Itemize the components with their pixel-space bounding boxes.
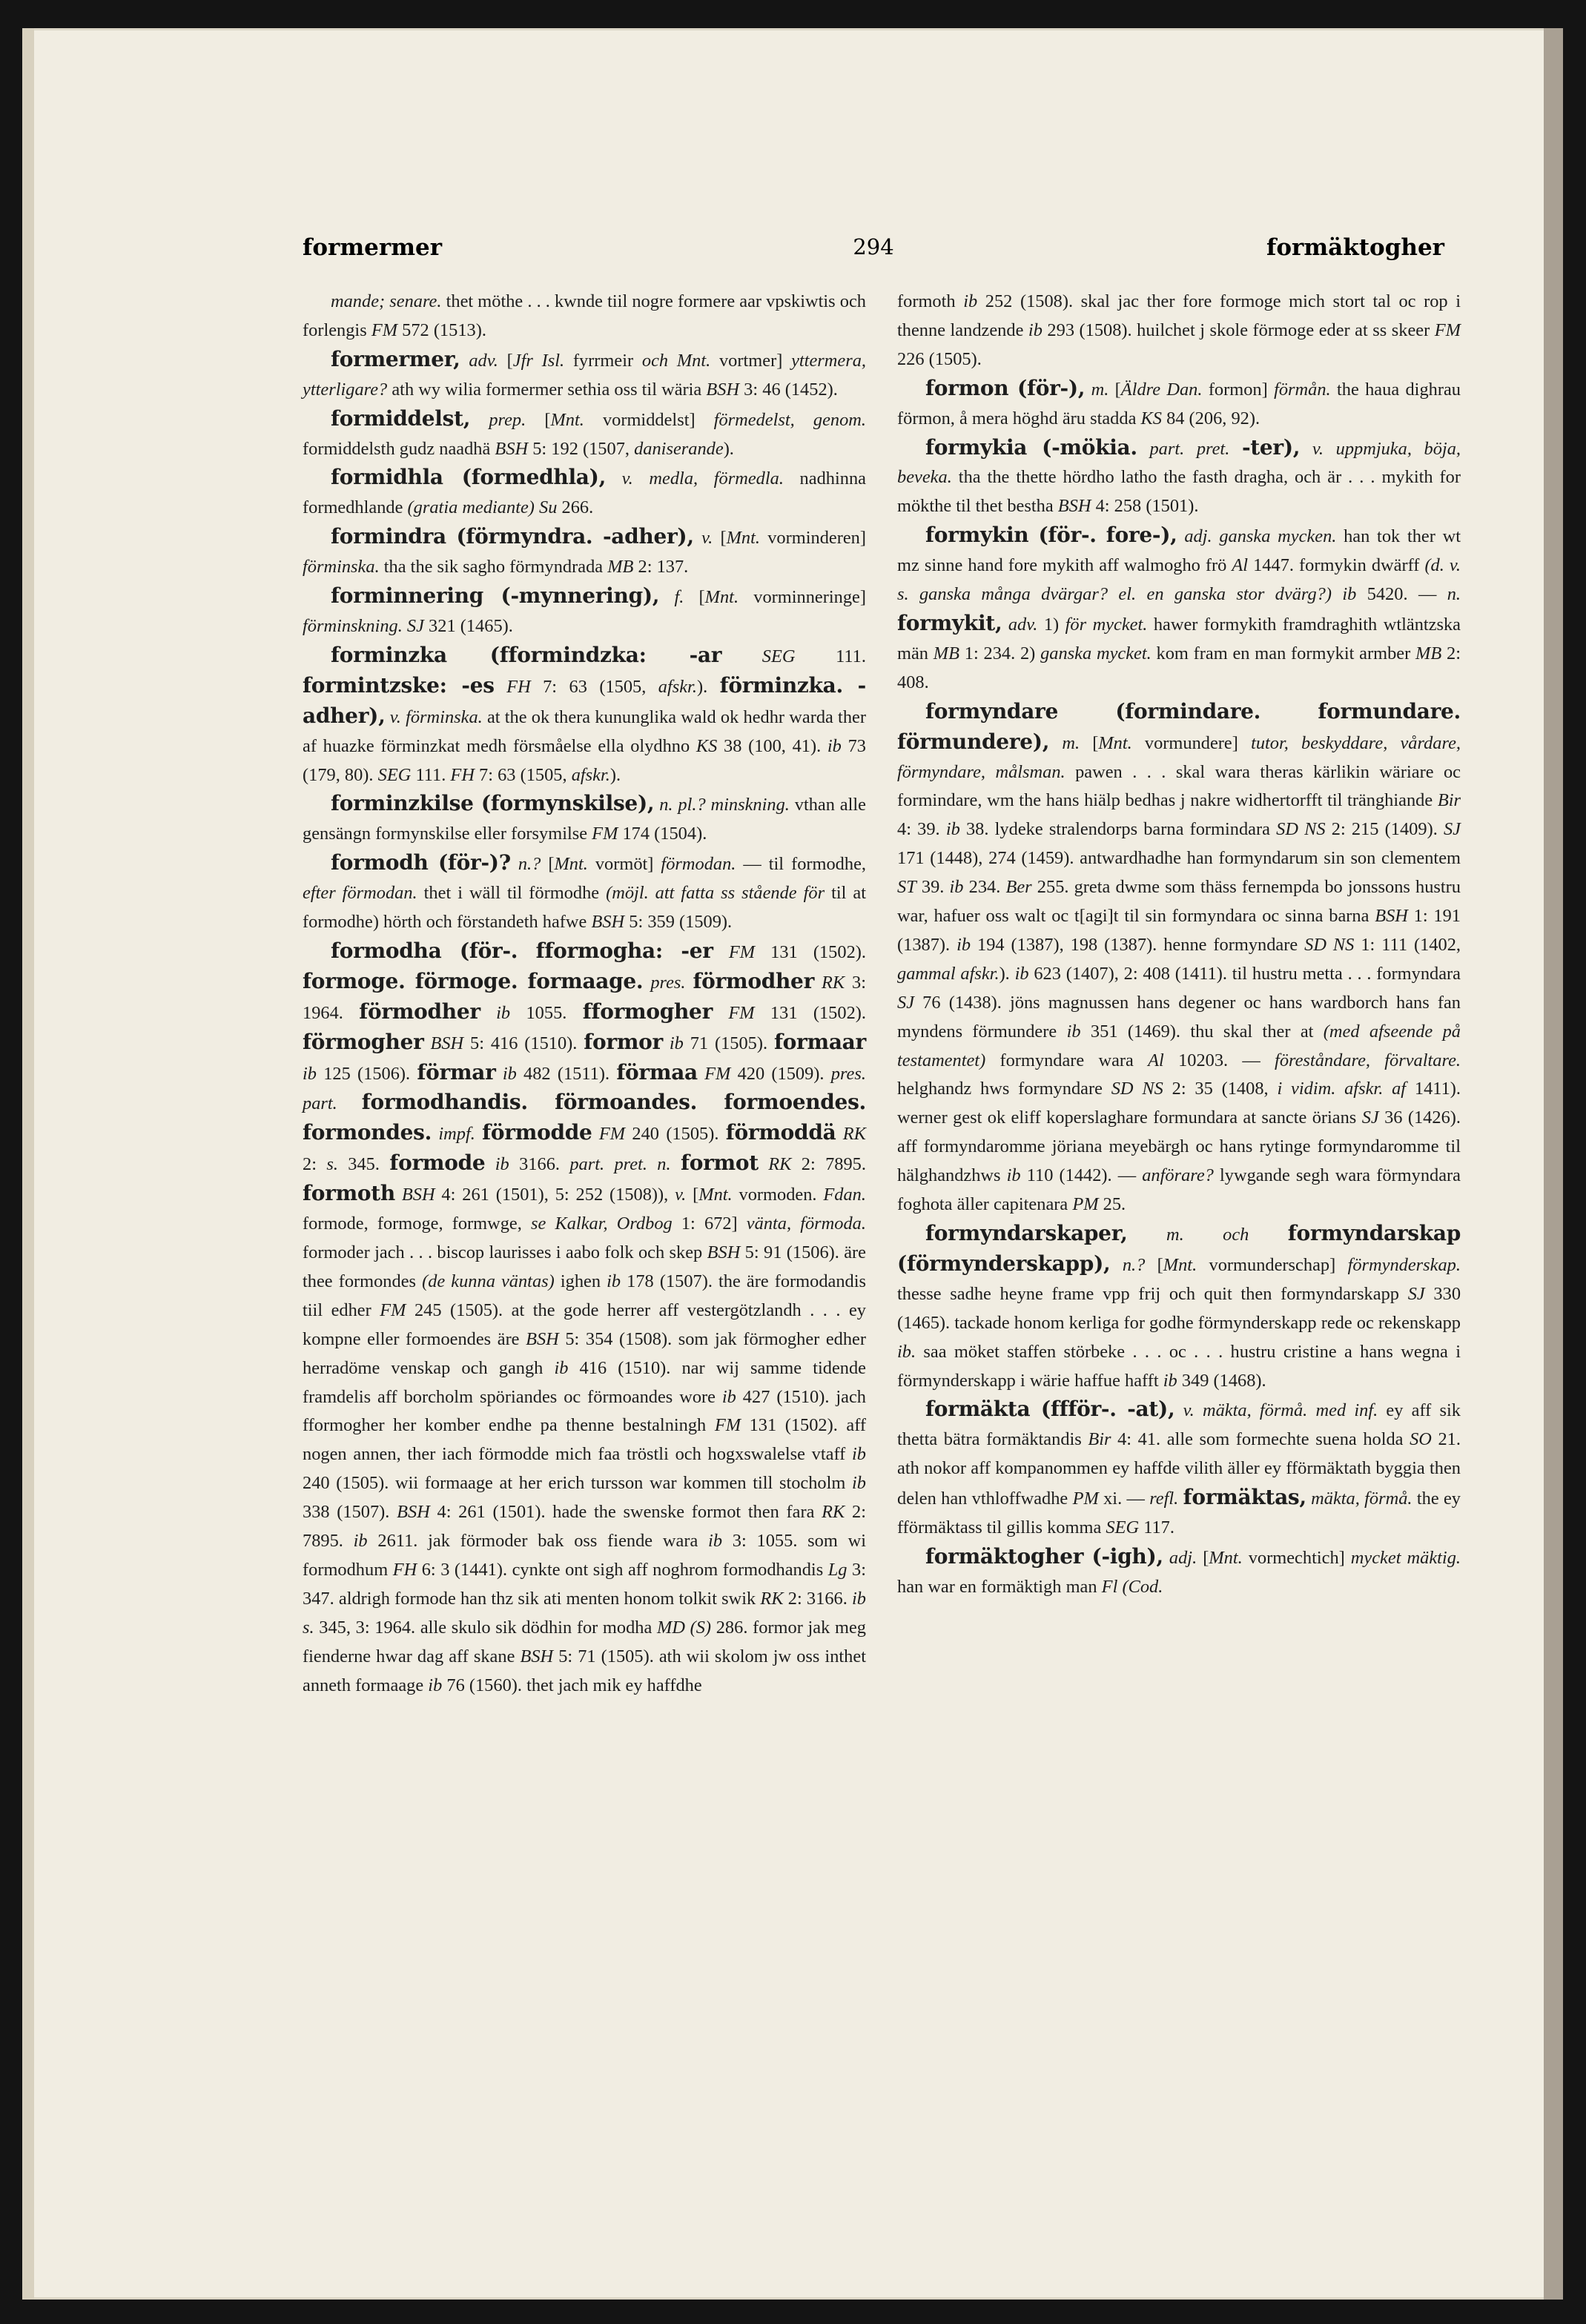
header-left-word: formermer bbox=[303, 234, 443, 261]
dictionary-entry: formäkta (ffför-. -at), v. mäkta, förmå. med inf. ey aff sik thetta bätra formäktandis Bir 4: 41. alle som formechte suena holda SO 21. ath nokor aff kompanommen ey haffde vilith äller ey fförmäktath byggia then delen han vthloffwadhe PM xi. — refl. formäktas, mäkta, förmå. the ey fförmäktass til gillis komma SEG 117. bbox=[897, 1397, 1461, 1538]
dictionary-entry: formykia (-mökia. part. pret. -ter), v. uppmjuka, böja, beveka. tha the thette hördho latho the fasth dragha, och är . . . mykith for mökthe til thet bestha BSH 4: 258 (1501). bbox=[897, 434, 1461, 517]
page-number: 294 bbox=[853, 234, 894, 259]
dictionary-entry: formidhla (formedhla), v. medla, förmedla. nadhinna formedhlande (gratia mediante) Su 266. bbox=[303, 465, 866, 518]
dictionary-entry: formermer, adv. [Jfr Isl. fyrrmeir och Mnt. vortmer] yttermera, ytterligare? ath wy wilia formermer sethia oss til wäria BSH 3: 46 (1452). bbox=[303, 346, 866, 400]
page-edge-tab bbox=[1544, 28, 1563, 2300]
dictionary-entry: formon (för-), m. [Äldre Dan. formon] förmån. the haua dighrau förmon, å mera höghd äru stadda KS 84 (206, 92). bbox=[897, 375, 1461, 428]
dictionary-entry: formykin (för-. fore-), adj. ganska mycken. han tok ther wt mz sinne hand fore mykith aff walmogho frö Al 1447. formykin dwärff (d. v. s. ganska många dvärgar? el. en ganska stor dvärg?) ib 5420. — n. formykit, adv. 1) för mycket. hawer formykith framdraghith wtläntzska män MB 1: 234. 2) ganska mycket. kom fram en man formykit armber MB 2: 408. bbox=[897, 523, 1461, 692]
dictionary-entry: formyndare (formindare. formundare. förmundere), m. [Mnt. vormundere] tutor, beskyddare, vårdare, förmyndare, målsman. pawen . . . skal wara theras kärlikin wäriare oc formindare, wm the hans hiälp bedhas j nakre widhertorfft til tränghiande Bir 4: 39. ib 38. lydeke stralendorps barna formindara SD NS 2: 215 (1409). SJ 171 (1448), 274 (1459). antwardhadhe han formyndarum sin son clementem ST 39. ib 234. Ber 255. greta dwme som thäss fernempda bo jonssons hustru war, hafuer oss walt oc t[agi]t til sin formyndara oc sinna barna BSH 1: 191 (1387). ib 194 (1387), 198 (1387). henne formyndare SD NS 1: 111 (1402, gammal afskr.). ib 623 (1407), 2: 408 (1411). til hustru metta . . . formyndara SJ 76 (1438). jöns magnussen hans degener oc hans wardborch hans fan myndens förmundere ib 351 (1469). thu skal ther at (med afseende på testamentet) formyndare wara Al 10203. — föreståndare, förvaltare. helghandz hws formyndare SD NS 2: 35 (1408, i vidim. afskr. af 1411). werner gest ok eliff koperslaghare formundara at sancte örians SJ 36 (1426). aff formyndaromme jöriana meyebärgh oc hans rytinge formyndaromme til hälghandzhws ib 110 (1442). — anförare? lywgande segh wara förmyndara foghota äller capitenara PM 25. bbox=[897, 698, 1461, 1215]
dictionary-entry: formodh (för-)? n.? [Mnt. vormöt] förmodan. — til formodhe, efter förmodan. thet i wäll til förmodhe (möjl. att fatta ss stående för til at formodhe) hörth och förstandeth hafwe BSH 5: 359 (1509). bbox=[303, 850, 866, 933]
dictionary-entry: forminzka (fformindzka: -ar SEG 111. formintzske: -es FH 7: 63 (1505, afskr.). förminzka. -adher), v. förminska. at the ok thera kununglika wald ok hedhr warda ther af huazke förminzkat medh försmåelse ella olydhno KS 38 (100, 41). ib 73 (179, 80). SEG 111. FH 7: 63 (1505, afskr.). bbox=[303, 642, 866, 785]
page-header bbox=[303, 234, 1444, 271]
right-column bbox=[897, 288, 1461, 1602]
dictionary-entry: forminzkilse (formynskilse), n. pl.? minskning. vthan alle gensängn formynskilse eller forsymilse FM 174 (1504). bbox=[303, 791, 867, 844]
dictionary-entry: formiddelst, prep. [Mnt. vormiddelst] förmedelst, genom. formiddelsth gudz naadhä BSH 5: 192 (1507, daniserande). bbox=[303, 405, 866, 459]
dictionary-page bbox=[22, 28, 1563, 2300]
left-column bbox=[303, 288, 866, 1701]
dictionary-entry: formodha (för-. fformogha: -er FM 131 (1502). formoge. förmoge. formaage. pres. förmodher RK 3: 1964. förmodher ib 1055. fformogher FM 131 (1502). förmogher BSH 5: 416 (1510). formor ib 71 (1505). formaar ib 125 (1506). förmar ib 482 (1511). förmaa FM 420 (1509). pres. part. formodhandis. förmoandes. formoendes. formondes. impf. förmodde FM 240 (1505). förmoddä RK 2: s. 345. formode ib 3166. part. pret. n. formot RK 2: 7895. formoth BSH 4: 261 (1501), 5: 252 (1508)), v. [Mnt. vormoden. Fdan. formode, formoge, formwge, se Kalkar, Ordbog 1: 672] vänta, förmoda. formoder jach . . . biscop laurisses i aabo folk och skep BSH 5: 91 (1506). äre thee formondes (de kunna väntas) ighen ib 178 (1507). the äre formodandis tiil edher FM 245 (1505). at the gode herrer aff vestergötzlandh . . . ey kompne eller formoendes äre BSH 5: 354 (1508). som jak förmogher edher herradöme venskap och gangh ib 416 (1510). nar wij samme tidende framdelis aff borcholm spöriandes oc förmoandes wore ib 427 (1510). jach fformogher her komber endhe pa thenne bestalningh FM 131 (1502). aff nogen annen, ther iach förmodde mich faa tröstli och hogxswalelse vtaff ib 240 (1505). wii formaage at her erich tursson war kommen till stocholm ib 338 (1507). BSH 4: 261 (1501). hade the swenske formot then fara RK 2: 7895. ib 2611. jak förmoder bak oss fiende wara ib 3: 1055. som wi formodhum FH 6: 3 (1441). cynkte ont sigh aff noghrom formodhandis Lg 3: 347. aldrigh formode han thz sik ati menten honom tolkit swik RK 2: 3166. ib s. 345, 3: 1964. alle skulo sik dödhin for modha MD (S) 286. formor jak meg fienderne hwar dag aff skane BSH 5: 71 (1505). ath wii skolom jw oss inthet anneth formaage ib 76 (1560). thet jach mik ey haffdhe bbox=[303, 938, 867, 1695]
dictionary-entry: formindra (förmyndra. -adher), v. [Mnt. vorminderen] förminska. tha the sik sagho förmyndrada MB 2: 137. bbox=[303, 524, 866, 577]
header-right-word: formäktogher bbox=[1266, 234, 1444, 261]
dictionary-entry: mande; senare. thet möthe . . . kwnde tiil nogre formere aar vpskiwtis och forlengis FM 572 (1513). bbox=[303, 291, 867, 340]
dictionary-entry: formoth ib 252 (1508). skal jac ther fore formoge mich stort tal oc rop i thenne landzende ib 293 (1508). huilchet j skole förmoge eder at ss skeer FM 226 (1505). bbox=[897, 291, 1461, 369]
page-binding-edge bbox=[22, 28, 34, 2300]
dictionary-entry: forminnering (-mynnering), f. [Mnt. vorminneringe] förminskning. SJ 321 (1465). bbox=[303, 583, 866, 636]
dictionary-entry: formyndarskaper, m. och formyndarskap (förmynderskapp), n.? [Mnt. vormunderschap] förmynderskap. thesse sadhe heyne frame vpp frij och quit then formyndarskapp SJ 330 (1465). tackade honom kerliga for godhe förmynderskapp rede oc rekenskapp ib. saa möket staffen störbeke . . . oc . . . hustru cristine a hans wegna i förmynderskapp i wärie haffue hafft ib 349 (1468). bbox=[897, 1221, 1461, 1391]
dictionary-entry: formäktogher (-igh), adj. [Mnt. vormechtich] mycket mäktig. han war en formäktigh man Fl (Cod. bbox=[897, 1543, 1461, 1597]
